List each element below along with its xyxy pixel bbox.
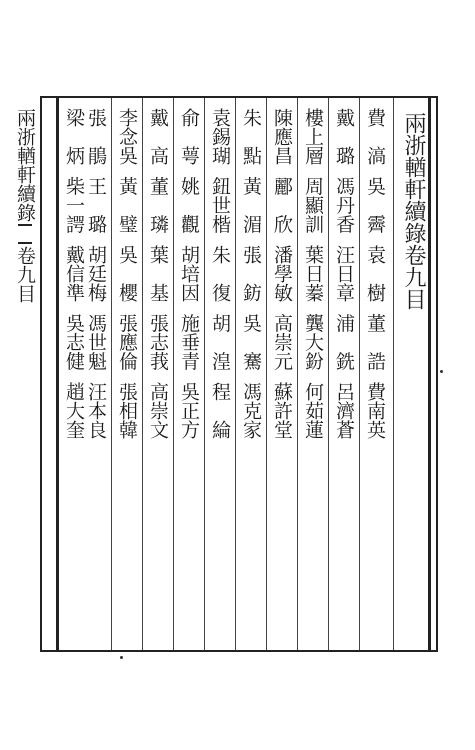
person-name: 馮克家 [240, 381, 262, 439]
name-gap [144, 233, 172, 244]
name-gap [299, 165, 327, 176]
name-gap [237, 302, 265, 313]
name-gap [113, 165, 141, 176]
name-column [330, 108, 358, 648]
column-rule [204, 98, 205, 650]
person-name: 高崇文 [147, 381, 169, 439]
person-name: 蘇許堂 [271, 381, 293, 439]
name-gap [299, 370, 327, 381]
person-name: 胡 湟 [209, 313, 231, 371]
person-name: 酈 欣 [271, 176, 293, 234]
volume-heading: 兩浙輶軒續錄卷九目 [401, 112, 426, 310]
name-gap [361, 233, 389, 244]
person-name: 董 璘 [147, 176, 169, 234]
person-name: 朱 復 [209, 244, 231, 302]
ink-dot [120, 656, 123, 659]
column-rule [266, 98, 267, 650]
person-name: 李念吳 [116, 108, 138, 165]
person-name: 吳 霽 [364, 176, 386, 234]
person-name: 馮世魁 [85, 313, 107, 371]
name-column [361, 108, 389, 648]
person-name: 柴一諤 [63, 176, 85, 234]
person-name: 趙大奎 [63, 381, 85, 439]
name-gap [330, 165, 358, 176]
name-column [268, 108, 296, 648]
person-name: 胡廷梅 [85, 244, 107, 302]
name-gap [175, 370, 203, 381]
person-name: 吳正方 [178, 381, 200, 439]
spine-section: 卷九 [14, 246, 36, 284]
column-rule [56, 98, 59, 650]
person-name: 梁 炳 [63, 108, 85, 165]
person-name: 朱 點 [240, 108, 262, 165]
person-name: 浦 銑 [333, 313, 355, 371]
person-name: 周顯訓 [302, 176, 324, 234]
name-gap [330, 302, 358, 313]
name-gap [113, 233, 141, 244]
name-gap [60, 302, 88, 313]
person-name: 龔大鈖 [302, 313, 324, 371]
person-name: 張相韓 [116, 381, 138, 439]
person-name: 吳 櫻 [116, 244, 138, 302]
ink-dot [440, 370, 443, 373]
name-gap [330, 233, 358, 244]
person-name: 戴 高 [147, 108, 169, 165]
person-name: 俞 萼 [178, 108, 200, 165]
name-gap [113, 302, 141, 313]
person-name: 張志莪 [147, 313, 169, 371]
column-rule [111, 98, 112, 650]
name-gap [60, 370, 88, 381]
column-rule [142, 98, 143, 650]
person-name: 馮丹香 [333, 176, 355, 234]
name-gap [60, 233, 88, 244]
person-name: 何茹蓮 [302, 381, 324, 439]
spine-suffix: 目 [14, 284, 36, 303]
person-name: 王 璐 [85, 176, 107, 234]
fish-tail-mark [18, 224, 32, 244]
name-gap [144, 165, 172, 176]
name-gap [237, 165, 265, 176]
person-name: 張 鈁 [240, 244, 262, 302]
person-name: 費南英 [364, 381, 386, 439]
spine-title: 兩浙輶軒續錄 [14, 108, 36, 222]
name-gap [144, 302, 172, 313]
name-column [175, 108, 203, 648]
person-name: 戴信準 [63, 244, 85, 302]
person-name: 袁 樹 [364, 244, 386, 302]
person-name: 費 滈 [364, 108, 386, 165]
person-name: 胡培因 [178, 244, 200, 302]
name-gap [175, 302, 203, 313]
column-rule [359, 98, 360, 650]
name-column [60, 108, 88, 648]
person-name: 黃 湄 [240, 176, 262, 234]
column-rule [297, 98, 298, 650]
person-name: 姚 觀 [178, 176, 200, 234]
name-gap [299, 302, 327, 313]
person-name: 吳 騫 [240, 313, 262, 371]
person-name: 吳志健 [63, 313, 85, 371]
name-column [299, 108, 327, 648]
name-gap [206, 302, 234, 313]
name-gap [237, 233, 265, 244]
name-gap [330, 370, 358, 381]
person-name: 鈕世楷 [209, 176, 231, 234]
person-name: 潘學敏 [271, 244, 293, 302]
name-gap [268, 165, 296, 176]
person-name: 呂濟蒼 [333, 381, 355, 439]
person-name: 陳應昌 [271, 108, 293, 165]
name-gap [175, 233, 203, 244]
name-gap [361, 165, 389, 176]
name-gap [175, 165, 203, 176]
person-name: 施垂青 [178, 313, 200, 371]
person-name: 張 鵑 [85, 108, 107, 165]
name-gap [113, 370, 141, 381]
name-gap [206, 370, 234, 381]
column-rule [328, 98, 329, 650]
name-column [144, 108, 172, 648]
person-name: 高崇元 [271, 313, 293, 371]
book-spine-label [0, 96, 40, 652]
name-gap [361, 302, 389, 313]
person-name: 葉 基 [147, 244, 169, 302]
name-gap [237, 370, 265, 381]
name-gap [206, 233, 234, 244]
person-name: 汪本良 [85, 381, 107, 439]
name-column [206, 108, 234, 648]
person-name: 葉日蓁 [302, 244, 324, 302]
person-name: 程 綸 [209, 381, 231, 439]
person-name: 董 誥 [364, 313, 386, 371]
name-gap [268, 370, 296, 381]
name-column [113, 108, 141, 648]
person-name: 戴 璐 [333, 108, 355, 165]
person-name: 樓上層 [302, 108, 324, 165]
name-gap [299, 233, 327, 244]
name-column [237, 108, 265, 648]
column-rule [173, 98, 174, 650]
name-gap [268, 233, 296, 244]
name-gap [268, 302, 296, 313]
person-name: 袁錫瑚 [209, 108, 231, 165]
column-rule [393, 98, 394, 650]
column-rule [235, 98, 236, 650]
person-name: 汪日章 [333, 244, 355, 302]
name-gap [144, 370, 172, 381]
name-gap [361, 370, 389, 381]
name-gap [206, 165, 234, 176]
person-name: 黃 璧 [116, 176, 138, 234]
person-name: 張應倫 [116, 313, 138, 371]
name-gap [60, 165, 88, 176]
